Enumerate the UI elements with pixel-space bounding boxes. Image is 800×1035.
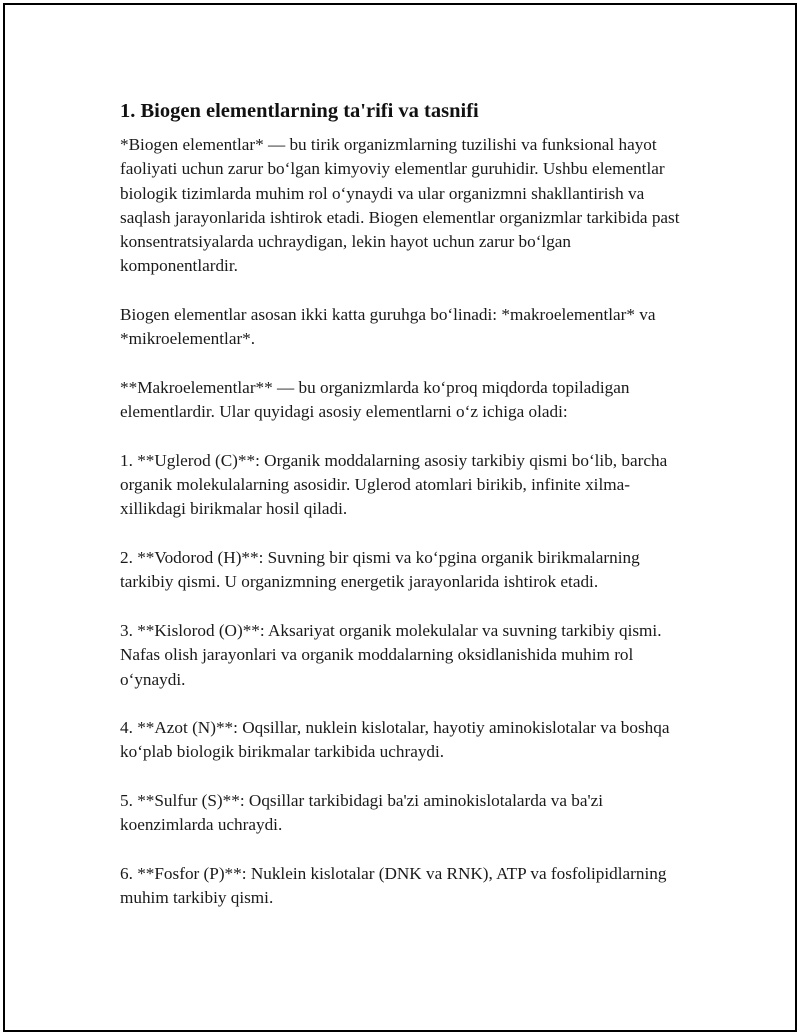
paragraph-classification: Biogen elementlar asosan ikki katta guruhga boʻlinadi: *makroelementlar* va *mikroelementlar*.: [120, 305, 656, 349]
list-item-sulfur: 5. **Sulfur (S)**: Oqsillar tarkibidagi ba'zi aminokislotalarda va ba'zi koenzimlarda uchraydi.: [120, 791, 604, 835]
paragraph-macroelements: **Makroelementlar** — bu organizmlarda koʻproq miqdorda topiladigan elementlardir. Ular quyidagi asosiy elementlarni oʻz ichiga oladi:: [120, 377, 630, 422]
section-title: 1. Biogen elementlarning ta'rifi va tasnifi: [120, 100, 479, 122]
document-page: [3, 3, 797, 1032]
list-item-carbon: 1. **Uglerod (C)**: Organik moddalarning asosiy tarkibiy qismi boʻlib, barcha organik molekulalarning asosidir. Uglerod atomlari birikib, infinite xilma-xillikdagi birikmalar hosil qiladi.: [120, 450, 668, 519]
document-content: [120, 98, 690, 911]
list-item-oxygen: 3. **Kislorod (O)**: Aksariyat organik molekulalar va suvning tarkibiy qismi. Nafas olish jarayonlari va organik moddalarning oksidlanishida muhim rol oʻynaydi.: [120, 620, 662, 689]
list-item-hydrogen: 2. **Vodorod (H)**: Suvning bir qismi va koʻpgina organik birikmalarning tarkibiy qismi. U organizmning energetik jarayonlarida ishtirok etadi.: [120, 548, 640, 592]
paragraph-definition: *Biogen elementlar* — bu tirik organizmlarning tuzilishi va funksional hayot faoliyati uchun zarur boʻlgan kimyoviy elementlar guruhidir. Ushbu elementlar biologik tizimlarda muhim rol oʻynaydi va ular organizmni shakllantirish va saqlash jarayonlarida ishtirok etadi. Biogen elementlar organizmlar tarkibida past konsentratsiyalarda uchraydigan, lekin hayot uchun zarur boʻlgan komponentlardir.: [120, 135, 680, 276]
list-item-phosphorus: 6. **Fosfor (P)**: Nuklein kislotalar (DNK va RNK), ATP va fosfolipidlarning muhim tarkibiy qismi.: [120, 863, 667, 908]
list-item-nitrogen: 4. **Azot (N)**: Oqsillar, nuklein kislotalar, hayotiy aminokislotalar va boshqa koʻplab biologik birikmalar tarkibida uchraydi.: [120, 718, 670, 762]
